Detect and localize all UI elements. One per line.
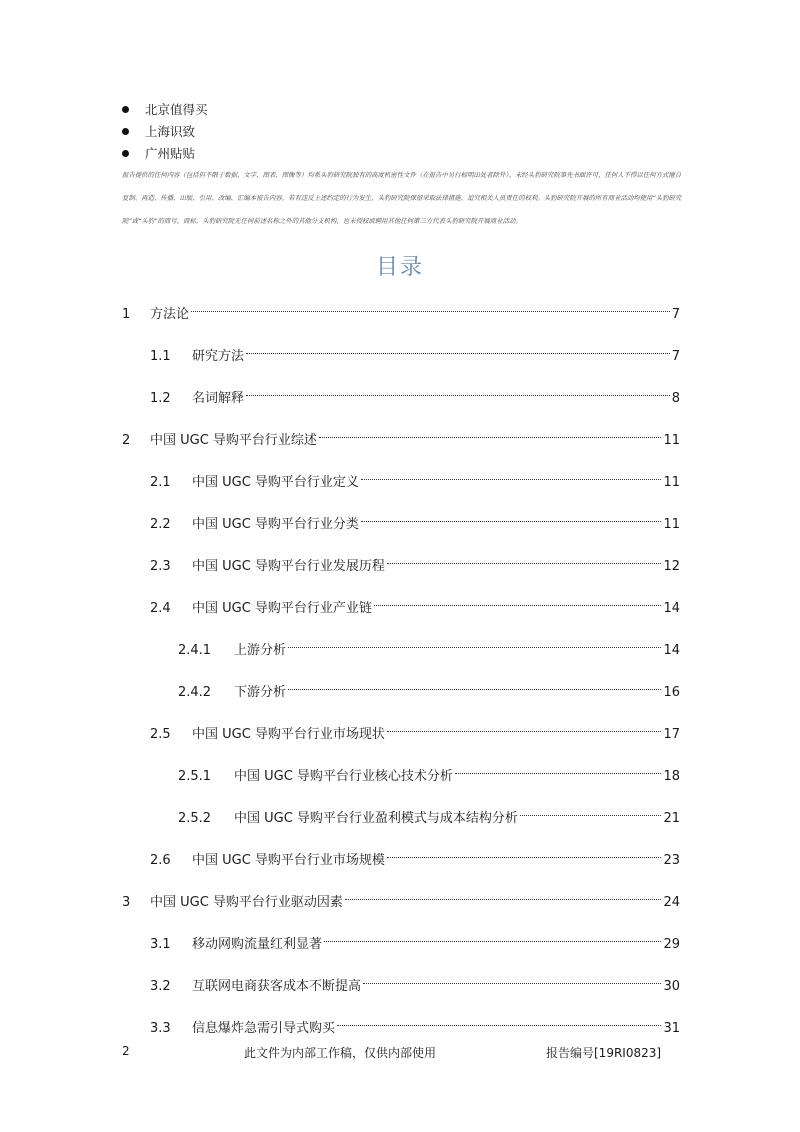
toc-entry-number: 3.2 (150, 979, 171, 994)
toc-entry-number: 3.1 (150, 937, 171, 952)
toc-entry-title: 中国 UGC 导购平台行业产业链 (192, 601, 372, 616)
report-number: 报告编号[19RI0823] (546, 1046, 662, 1060)
toc-entry-number: 2 (122, 433, 131, 448)
toc-entry-title: 研究方法 (192, 349, 245, 364)
toc-dot-leader (345, 884, 662, 906)
toc-entry-page: 7 (671, 307, 680, 322)
toc-entry-title: 上游分析 (234, 643, 287, 658)
toc-entry-title: 中国 UGC 导购平台行业核心技术分析 (234, 769, 453, 784)
toc-entry-number: 1.1 (150, 349, 171, 364)
toc-entry-page: 11 (663, 517, 680, 532)
toc-entry-title: 移动网购流量红利显著 (192, 937, 323, 952)
toc-dot-leader (361, 506, 662, 528)
toc-entry-page: 11 (663, 475, 680, 490)
toc-entry-page: 17 (663, 727, 680, 742)
toc-entry[interactable] (150, 926, 680, 952)
toc-entry[interactable] (150, 590, 680, 616)
toc-entry-number: 2.4.1 (178, 643, 212, 658)
toc-entry-title: 互联网电商获客成本不断提高 (192, 979, 362, 994)
toc-entry-number: 2.5.1 (178, 769, 212, 784)
toc-dot-leader (455, 758, 662, 780)
toc-entry[interactable] (150, 1010, 680, 1036)
toc-entry-number: 2.1 (150, 475, 171, 490)
toc-heading: 目录 (375, 255, 424, 280)
toc-dot-leader (246, 338, 670, 360)
bullet-item (122, 120, 208, 142)
copyright-disclaimer: 报告提供的任何内容（包括但不限于数据、文字、图表、图像等）均系头豹研究院独有的高度机密性文件（在报告中另行标明出处者除外）。未经头豹研究院事先书面许可，任何人不得以任何方式擅自复制、再造、传播、出版、引用、改编、汇编本报告内容，若有违反上述约定的行为发生，头豹研究院保留采取法律措施、追究相关人员责任的权利。头豹研究院开展的所有商业活动均使用“头豹研究院”或“头豹”的商号、商标，头豹研究院无任何前述名称之外的其他分支机构，也未授权或聘用其他任何第三方代表头豹研究院开展商业活动。 (122, 171, 682, 225)
toc-entry-page: 14 (663, 643, 680, 658)
internal-use-notice: 此文件为内部工作稿，仅供内部使用 (244, 1046, 437, 1060)
bullet-list (122, 98, 208, 164)
toc-entry-number: 3 (122, 895, 131, 910)
toc-dot-leader (246, 380, 670, 402)
toc-entry-title: 中国 UGC 导购平台行业发展历程 (192, 559, 385, 574)
toc-entry-page: 14 (663, 601, 680, 616)
page-footer (0, 1044, 800, 1064)
toc-entry-title: 中国 UGC 导购平台行业定义 (192, 475, 359, 490)
toc-entry[interactable] (122, 422, 680, 448)
toc-entry[interactable] (150, 842, 680, 868)
bullet-item (122, 98, 208, 120)
toc-entry[interactable] (178, 758, 680, 784)
toc-dot-leader (288, 632, 661, 654)
toc-entry-title: 中国 UGC 导购平台行业驱动因素 (150, 895, 343, 910)
bullet-item (122, 142, 208, 164)
bullet-text: 北京值得买 (145, 102, 208, 117)
toc-entry-title: 名词解释 (192, 391, 245, 406)
toc-entry-title: 中国 UGC 导购平台行业市场规模 (192, 853, 385, 868)
toc-dot-leader (337, 1010, 661, 1032)
toc-dot-leader (288, 674, 661, 696)
toc-entry-page: 24 (663, 895, 680, 910)
toc-entry[interactable] (150, 548, 680, 574)
toc-entry[interactable] (150, 380, 680, 406)
toc-entry[interactable] (178, 674, 680, 700)
toc-entry-number: 2.2 (150, 517, 171, 532)
toc-entry-title: 中国 UGC 导购平台行业市场现状 (192, 727, 385, 742)
toc-entry-title: 中国 UGC 导购平台行业分类 (192, 517, 359, 532)
toc-dot-leader (387, 716, 662, 738)
toc-entry-page: 11 (663, 433, 680, 448)
toc-entry[interactable] (150, 968, 680, 994)
toc-entry-page: 8 (671, 391, 680, 406)
toc-entry-page: 31 (663, 1021, 680, 1036)
toc-entry-number: 2.5.2 (178, 811, 212, 826)
toc-dot-leader (324, 926, 661, 948)
bullet-text: 广州贴贴 (145, 146, 196, 161)
toc-entry-number: 1 (122, 307, 131, 322)
toc-entry-title: 方法论 (150, 307, 190, 322)
toc-entry-page: 29 (663, 937, 680, 952)
toc-dot-leader (387, 842, 662, 864)
toc-entry-page: 7 (671, 349, 680, 364)
toc-entry-page: 12 (663, 559, 680, 574)
toc-entry-title: 信息爆炸急需引导式购买 (192, 1021, 336, 1036)
toc-entry[interactable] (122, 884, 680, 910)
toc-entry-page: 30 (663, 979, 680, 994)
toc-dot-leader (361, 464, 662, 486)
bullet-dot-icon (122, 150, 129, 157)
toc-dot-leader (387, 548, 662, 570)
toc-entry-number: 1.2 (150, 391, 171, 406)
toc-entry[interactable] (150, 464, 680, 490)
toc-entry-page: 23 (663, 853, 680, 868)
toc-entry-page: 21 (663, 811, 680, 826)
toc-entry[interactable] (178, 800, 680, 826)
toc-entry[interactable] (178, 632, 680, 658)
toc-entry-title: 下游分析 (234, 685, 287, 700)
toc-entry-title: 中国 UGC 导购平台行业盈利模式与成本结构分析 (234, 811, 518, 826)
toc-entry-page: 16 (663, 685, 680, 700)
toc-dot-leader (319, 422, 662, 444)
toc-entry[interactable] (122, 296, 680, 322)
bullet-dot-icon (122, 106, 129, 113)
toc-dot-leader (374, 590, 662, 612)
page-number: 2 (122, 1044, 130, 1058)
toc-entry[interactable] (150, 338, 680, 364)
toc-entry-number: 2.4 (150, 601, 171, 616)
toc-dot-leader (520, 800, 662, 822)
toc-dot-leader (191, 296, 670, 318)
toc-entry-number: 2.4.2 (178, 685, 212, 700)
toc-entry-title: 中国 UGC 导购平台行业综述 (150, 433, 317, 448)
toc-entry-number: 2.3 (150, 559, 171, 574)
toc-entry-number: 3.3 (150, 1021, 171, 1036)
toc-entry[interactable] (150, 506, 680, 532)
toc-entry-number: 2.5 (150, 727, 171, 742)
toc-entry[interactable] (150, 716, 680, 742)
toc-entry-page: 18 (663, 769, 680, 784)
bullet-text: 上海识致 (145, 124, 196, 139)
toc-dot-leader (363, 968, 661, 990)
toc-entry-number: 2.6 (150, 853, 171, 868)
bullet-dot-icon (122, 128, 129, 135)
